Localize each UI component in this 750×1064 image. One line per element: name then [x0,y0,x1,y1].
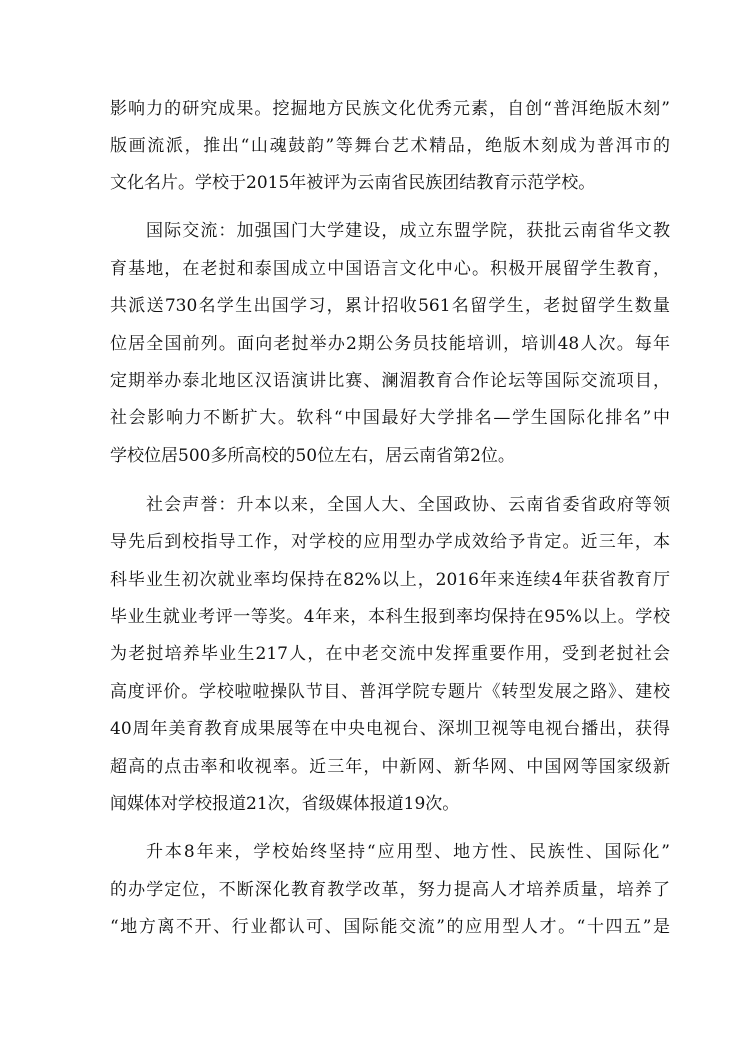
text-line: 40周年美育教育成果展等在中央电视台、深圳卫视等电视台播出，获得 [110,719,670,739]
paragraph-first-line: 升本8年来，学校始终坚持“应用型、地方性、民族性、国际化” [146,842,670,862]
text-line: 超高的点击率和收视率。近三年，中新网、新华网、中国网等国家级新 [110,757,670,777]
text-line: 毕业生就业考评一等奖。4年来，本科生报到率均保持在95%以上。学校 [110,607,670,627]
text-line: 导先后到校指导工作，对学校的应用型办学成效给予肯定。近三年，本 [110,532,670,552]
text-line: 科毕业生初次就业率均保持在82%以上，2016年来连续4年获省教育厅 [110,570,670,590]
text-line: 的办学定位，不断深化教育教学改革，努力提高人才培养质量，培养了 [110,880,670,900]
text-line: 社会影响力不断扩大。软科“中国最好大学排名—学生国际化排名”中 [110,408,670,428]
paragraph-first-line: 社会声誉：升本以来，全国人大、全国政协、云南省委省政府等领 [146,495,670,515]
text-line: 位居全国前列。面向老挝举办2期公务员技能培训，培训48人次。每年 [110,334,670,354]
text-line: 影响力的研究成果。挖掘地方民族文化优秀元素，自创“普洱绝版木刻” [110,99,670,119]
text-line: 学校位居500多所高校的50位左右，居云南省第2位。 [110,446,515,466]
text-line: 共派送730名学生出国学习，累计招收561名留学生，老挝留学生数量 [110,296,670,316]
text-line: 文化名片。学校于2015年被评为云南省民族团结教育示范学校。 [110,173,596,193]
paragraph-first-line: 国际交流：加强国门大学建设，成立东盟学院，获批云南省华文教 [146,221,670,241]
text-line: 高度评价。学校啦啦操队节目、普洱学院专题片《转型发展之路》、建校 [110,682,670,702]
text-line: 定期举办泰北地区汉语演讲比赛、澜湄教育合作论坛等国际交流项目， [110,371,670,391]
text-line: 闻媒体对学校报道21次，省级媒体报道19次。 [110,794,460,814]
text-line: 育基地，在老挝和泰国成立中国语言文化中心。积极开展留学生教育， [110,259,670,279]
text-line: 版画流派，推出“山魂鼓韵”等舞台艺术精品，绝版木刻成为普洱市的 [110,136,670,156]
text-line: 为老挝培养毕业生217人，在中老交流中发挥重要作用，受到老挝社会 [110,644,670,664]
text-line: “地方离不开、行业都认可、国际能交流”的应用型人才。“十四五”是 [110,917,670,937]
